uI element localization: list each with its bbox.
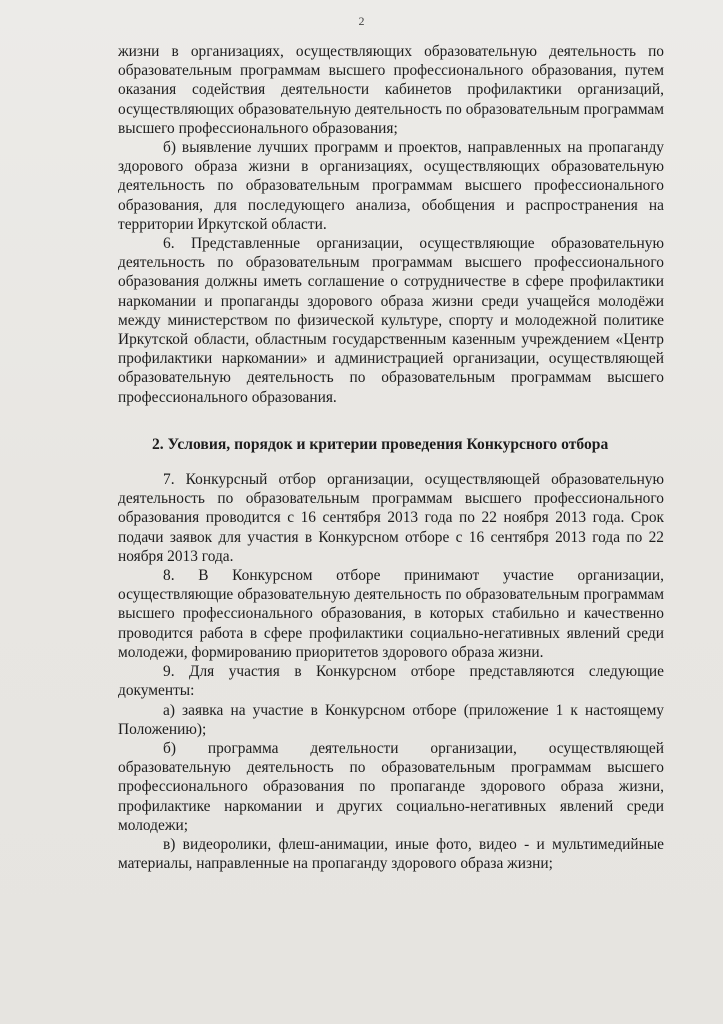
paragraph-item-7: 7. Конкурсный отбор организации, осуществляющей образовательную деятельность по образовательным программам высшего профессионального образования проводится с 16 сентября 2013 года по 22 ноября 2013 года. Срок подачи заявок для участия в Конкурсном отборе с 16 сентября 2013 года по 22 ноября 2013 года. xyxy=(118,471,664,565)
page-number: 2 xyxy=(358,14,365,28)
section-heading: 2. Условия, порядок и критерии проведения Конкурсного отбора xyxy=(152,435,609,453)
paragraph-item-9: 9. Для участия в Конкурсном отборе представляются следующие документы: xyxy=(118,663,664,700)
paragraph-subitem-v: в) видеоролики, флеш-анимации, иные фото, видео - и мультимедийные материалы, направленные на пропаганду здорового образа жизни; xyxy=(118,835,664,873)
paragraph-subitem-b: б) программа деятельности организации, осуществляющей образовательную деятельность по образовательным программам высшего профессионального образования по пропаганде здорового образа жизни, профилактике наркомании и других социально-негативных явлений среди молодежи; xyxy=(118,739,664,834)
paragraph-item-6: 6. Представленные организации, осуществляющие образовательную деятельность по образовательным программам высшего профессионального образования должны иметь соглашение о сотрудничестве в сфере профилактики наркомании и пропаганды здорового образа жизни среди учащейся молодёжи между министерством по физической культуре, спорту и молодежной политике Иркутской области, областным государственным казенным учреждением «Центр профилактики наркомании» и администрацией организации, осуществляющей образовательную деятельность по образовательным программам высшего профессионального образования. xyxy=(118,235,664,406)
paragraph-item-b: б) выявление лучших программ и проектов, направленных на пропаганду здорового образа жизни в организациях, осуществляющих образовательную деятельность по образовательным программам высшего профессионального образования, для последующего анализа, обобщения и распространения на территории Иркутской области. xyxy=(118,139,664,233)
paragraph-item-8: 8. В Конкурсном отборе принимают участие организации, осуществляющие образовательную деятельность по образовательным программам высшего профессионального образования, в которых стабильно и качественно проводится работа в сфере профилактики социально-негативных явлений среди молодежи, формированию приоритетов здорового образа жизни. xyxy=(118,567,664,661)
paragraph-continuation: жизни в организациях, осуществляющих образовательную деятельность по образовательным программам высшего профессионального образования, путем оказания содействия деятельности кабинетов профилактики организаций, осуществляющих образовательную деятельность по образовательным программам высшего профессионального образования; xyxy=(118,43,664,137)
document-body xyxy=(118,42,664,873)
paragraph-subitem-a: а) заявка на участие в Конкурсном отборе (приложение 1 к настоящему Положению); xyxy=(118,701,664,738)
